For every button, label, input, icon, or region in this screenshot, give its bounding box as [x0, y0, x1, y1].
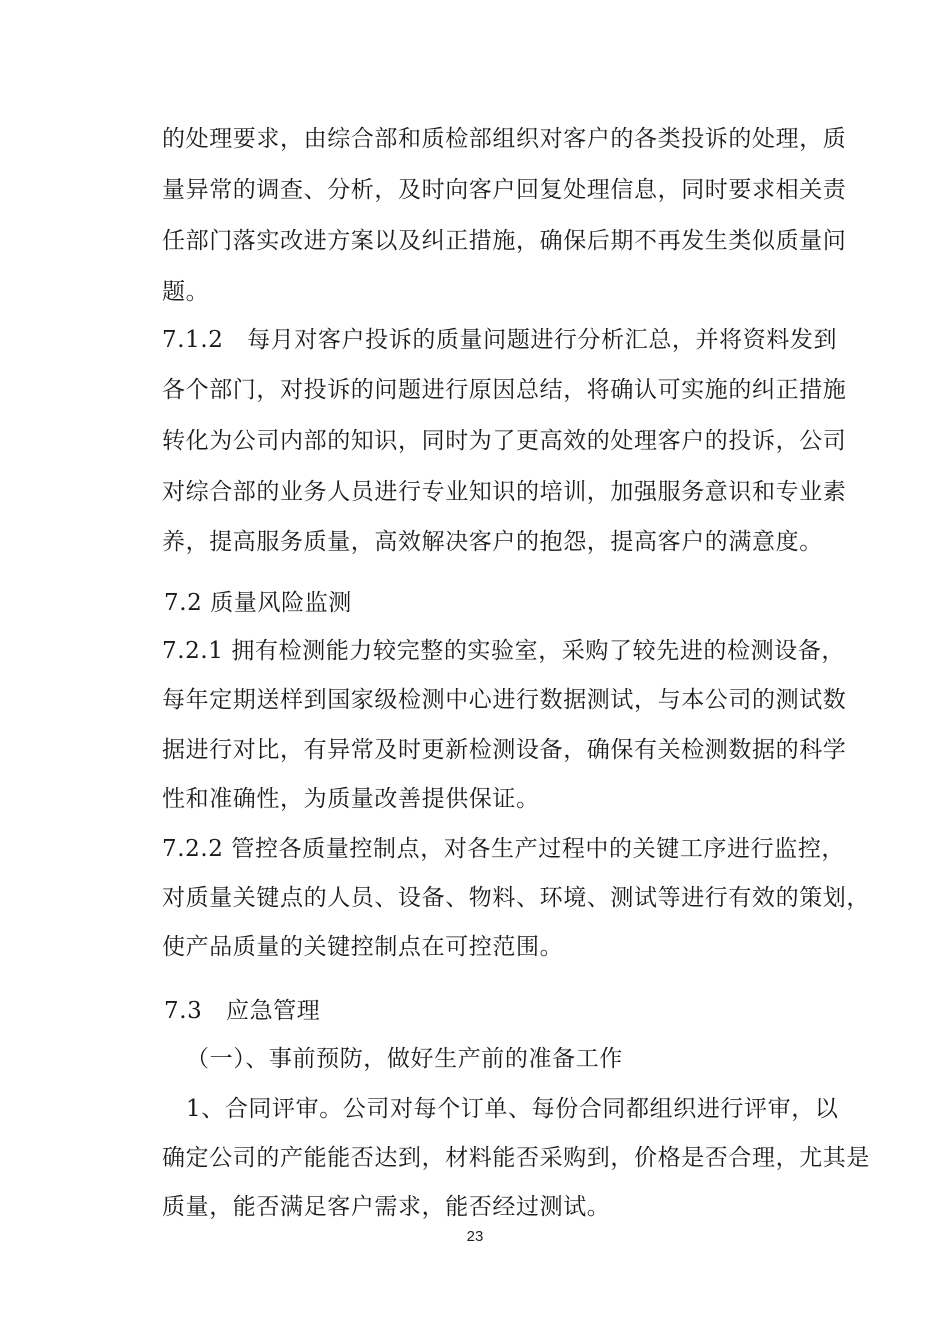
- section-7-1-2-line: 对综合部的业务人员进行专业知识的培训，加强服务意识和专业素: [162, 479, 847, 505]
- section-7-3-heading: 7.3 应急管理: [164, 998, 321, 1024]
- item-7-2-2-line: 7.2.2 管控各质量控制点，对各生产过程中的关键工序进行监控，: [162, 836, 846, 862]
- paragraph-line: 任部门落实改进方案以及纠正措施，确保后期不再发生类似质量问: [162, 228, 847, 254]
- paragraph-line: 的处理要求，由综合部和质检部组织对客户的各类投诉的处理，质: [162, 126, 847, 152]
- item-7-2-2-line: 使产品质量的关键控制点在可控范围。: [162, 934, 564, 960]
- item-1-line: 1、合同评审。公司对每个订单、每份合同都组织进行评审，以: [186, 1096, 839, 1122]
- section-7-2-heading: 7.2 质量风险监测: [164, 590, 352, 616]
- section-7-1-2-line: 养，提高服务质量，高效解决客户的抱怨，提高客户的满意度。: [162, 529, 823, 555]
- paragraph-line: 题。: [162, 279, 210, 305]
- item-7-2-1-line: 据进行对比，有异常及时更新检测设备，确保有关检测数据的科学: [162, 737, 847, 763]
- item-1-line: 确定公司的产能能否达到，材料能否采购到，价格是否合理，尤其是: [162, 1145, 870, 1171]
- item-7-2-1-line: 性和准确性，为质量改善提供保证。: [162, 786, 540, 812]
- item-7-2-2-line: 对质量关键点的人员、设备、物料、环境、测试等进行有效的策划，: [162, 885, 870, 911]
- item-1-line: 质量，能否满足客户需求，能否经过测试。: [162, 1194, 611, 1220]
- section-7-1-2-line: 7.1.2 每月对客户投诉的质量问题进行分析汇总，并将资料发到: [162, 327, 838, 353]
- section-7-1-2-line: 转化为公司内部的知识，同时为了更高效的处理客户的投诉，公司: [162, 428, 847, 454]
- section-7-3-subheading: （一）、事前预防，做好生产前的准备工作: [186, 1046, 623, 1072]
- item-7-2-1-line: 7.2.1 拥有检测能力较完整的实验室，采购了较先进的检测设备，: [162, 638, 846, 664]
- page-number: 23: [466, 1228, 484, 1245]
- section-7-1-2-line: 各个部门，对投诉的问题进行原因总结，将确认可实施的纠正措施: [162, 377, 847, 403]
- paragraph-line: 量异常的调查、分析，及时向客户回复处理信息，同时要求相关责: [162, 177, 847, 203]
- item-7-2-1-line: 每年定期送样到国家级检测中心进行数据测试，与本公司的测试数: [162, 687, 847, 713]
